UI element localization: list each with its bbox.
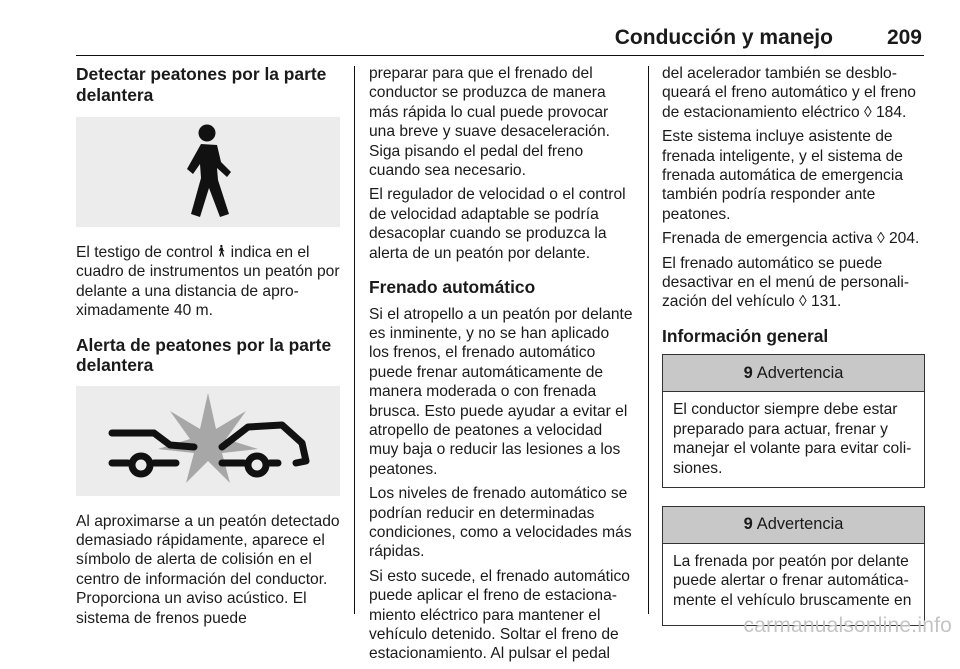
section-title: Conducción y manejo <box>614 26 833 49</box>
paragraph-alert-approach: Al aproximarse a un peatón detectado demasiado rápidamente, aparece el símbolo de alerta de colisión en el centro de información del conductor. Proporciona un aviso acústico. El sistema de frenos puede <box>76 512 340 627</box>
collision-figure <box>76 386 340 496</box>
pedestrian-icon <box>173 122 243 222</box>
paragraph-emergency-braking-ref: Frenada de emergencia activa ◊ 204. <box>662 230 920 248</box>
paragraph-deactivate: El frenado automático se puede desactivar en el menú de personalización del vehículo ◊ 131. <box>662 254 910 311</box>
paragraph-control-light: El testigo de control indica en el cuadro de instrumentos un peatón por delante a una distancia de aproximadamente 40 m. <box>76 244 340 320</box>
warning-header <box>663 355 924 392</box>
warning-triangle-icon: 9 <box>743 515 753 534</box>
warning-title: Advertencia <box>756 363 844 382</box>
heading-pedestrian-alert: Alerta de peatones por la parte delantera <box>76 334 332 376</box>
column-divider-1 <box>354 66 355 614</box>
pedestrian-inline-icon <box>217 244 226 258</box>
page-header <box>0 26 922 56</box>
paragraph-brake-prepare: preparar para que el frenado del conductor se produzca de manera más rápida lo cual puede provocar una breve y suave desaceleración. Siga pisando el pedal del freno cuando sea necesario. <box>369 65 610 180</box>
paragraph-braking-levels: Los niveles de frenado automático se podrían reducir en determinadas condiciones, como a velocidades más rápidas. <box>369 485 632 561</box>
paragraph-accelerator: del acelerador también se desbloqueará el freno automático y el freno de estacionamiento eléctrico ◊ 184. <box>662 65 916 121</box>
column-1 <box>76 60 340 633</box>
column-divider-2 <box>648 66 649 614</box>
collision-alert-icon <box>98 391 318 491</box>
paragraph-imminent-collision: Si el atropello a un peatón por delante es inminente, y no se han aplicado los frenos, el frenado automático puede frenar automáticamente de manera moderada o con frenada brusca. Esto puede ayudar a evitar el atropello de peatones a velocidad muy baja o reducir las lesiones a los peatones. <box>369 305 633 478</box>
heading-detect-pedestrians: Detectar peatones por la parte delantera <box>76 64 327 105</box>
watermark: carmanualsonline.info <box>743 614 952 637</box>
column-2 <box>369 64 633 669</box>
warning-text: El conductor siempre debe estar preparado para actuar, frenar y manejar el volante para evitar colisiones. <box>673 401 912 477</box>
warning-box-2 <box>662 506 925 626</box>
warning-header <box>663 507 924 544</box>
header-rule <box>76 55 924 56</box>
page-number: 209 <box>886 26 922 49</box>
heading-general-info: Información general <box>662 325 829 346</box>
paragraph-parking-brake: Si esto sucede, el frenado automático puede aplicar el freno de estacionamiento eléctrico para mantener el vehículo detenido. Soltar el freno de estacionamiento. Al pulsar el pedal <box>369 567 630 663</box>
heading-automatic-braking: Frenado automático <box>369 277 536 298</box>
column-3 <box>662 64 926 626</box>
paragraph-system-includes: Este sistema incluye asistente de frenada inteligente, y el sistema de frenada automática de emergencia también podría responder ante peatones. <box>662 128 903 223</box>
warning-triangle-icon: 9 <box>743 363 753 382</box>
warning-text: La frenada por peatón por delante puede alertar o frenar automáticamente el vehículo bruscamente en <box>673 553 912 609</box>
warning-box-1 <box>662 354 925 488</box>
pedestrian-figure <box>76 117 340 227</box>
paragraph-cruise-control: El regulador de velocidad o el control de velocidad adaptable se podría desacoplar cuando se produzca la alerta de un peatón por delante. <box>369 186 626 262</box>
warning-title: Advertencia <box>756 515 844 534</box>
